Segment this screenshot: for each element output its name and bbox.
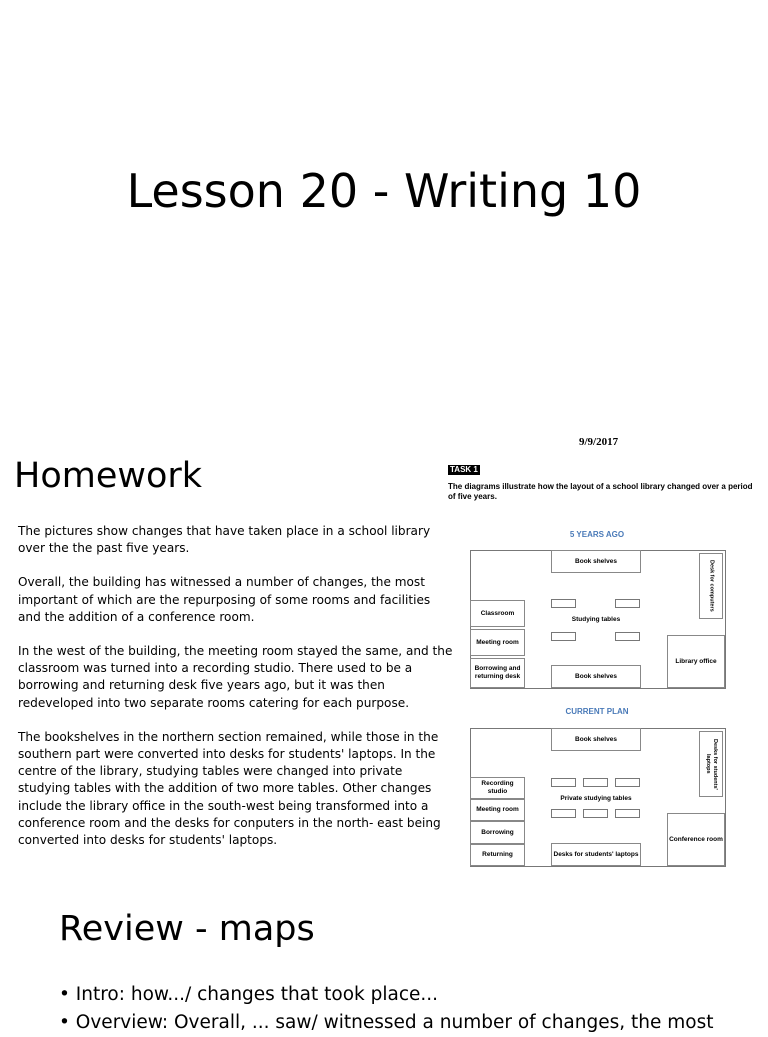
- review-bullet-intro: • Intro: how.../ changes that took place...: [59, 981, 759, 1009]
- review-heading: Review - maps: [59, 909, 315, 949]
- current-book-shelves: Book shelves: [551, 728, 641, 751]
- plan-before-title: 5 YEARS AGO: [569, 530, 625, 539]
- task-date: 9/9/2017: [579, 436, 619, 448]
- homework-heading: Homework: [14, 456, 203, 496]
- before-desk-computers: Desk for computers: [699, 553, 723, 619]
- task-tag: TASK 1: [450, 465, 478, 474]
- homework-essay: [18, 523, 454, 866]
- before-studying-tables-label: Studying tables: [571, 616, 621, 623]
- current-table: [583, 778, 608, 787]
- current-conference-room: Conference room: [667, 813, 725, 866]
- before-meeting-room: Meeting room: [470, 629, 525, 656]
- current-table: [583, 809, 608, 818]
- current-table: [551, 778, 576, 787]
- before-book-shelves-top: Book shelves: [551, 550, 641, 573]
- essay-paragraph-body-1: In the west of the building, the meeting room stayed the same, and the classroom was turned into a recording studio. There used to be a borrowing and returning desk five years ago, but it was then redeveloped into two separate rooms catering for each purpose.: [18, 644, 453, 710]
- current-table: [615, 809, 640, 818]
- current-private-tables-label: Private studying tables: [560, 795, 632, 802]
- essay-paragraph-overview: Overall, the building has witnessed a number of changes, the most important of which are the repurposing of some rooms and facilities and the addition of a conference room.: [18, 575, 431, 624]
- before-classroom: Classroom: [470, 600, 525, 627]
- review-bullet-overview: • Overview: Overall, ... saw/ witnessed a number of changes, the most: [59, 1009, 759, 1037]
- current-desks-laptops: Desks for students' laptops: [551, 843, 641, 866]
- essay-paragraph-body-2: The bookshelves in the northern section remained, while those in the southern part were converted into desks for students' laptops. In the centre of the library, studying tables were changed into private studying tables with the addition of two more tables. Other changes include the library office in the south-west being transformed into a conference room and the desks for conputers in the north- east being converted into desks for students' laptops.: [18, 729, 441, 848]
- before-library-office: Library office: [667, 635, 725, 688]
- current-meeting-room: Meeting room: [470, 799, 525, 821]
- current-table: [615, 778, 640, 787]
- before-table: [615, 632, 640, 641]
- current-returning: Returning: [470, 844, 525, 866]
- current-desks-laptops-vertical: Desks for students' laptops: [699, 731, 723, 797]
- plan-current-title: CURRENT PLAN: [565, 707, 629, 716]
- plan-before: [470, 550, 726, 689]
- current-recording-studio: Recording studio: [470, 777, 525, 799]
- plan-current: [470, 728, 726, 867]
- before-table: [615, 599, 640, 608]
- before-table: [551, 632, 576, 641]
- essay-paragraph-intro: The pictures show changes that have taken place in a school library over the the past five years.: [18, 524, 431, 556]
- before-book-shelves-bottom: Book shelves: [551, 665, 641, 688]
- review-bullet-list: [59, 981, 759, 1037]
- current-borrowing: Borrowing: [470, 821, 525, 844]
- current-table: [551, 809, 576, 818]
- before-table: [551, 599, 576, 608]
- slide-title: Lesson 20 - Writing 10: [126, 164, 642, 218]
- task-prompt: The diagrams illustrate how the layout of a school library changed over a period of five years.: [448, 482, 753, 501]
- before-borrowing-returning-desk: Borrowing and returning desk: [470, 658, 525, 688]
